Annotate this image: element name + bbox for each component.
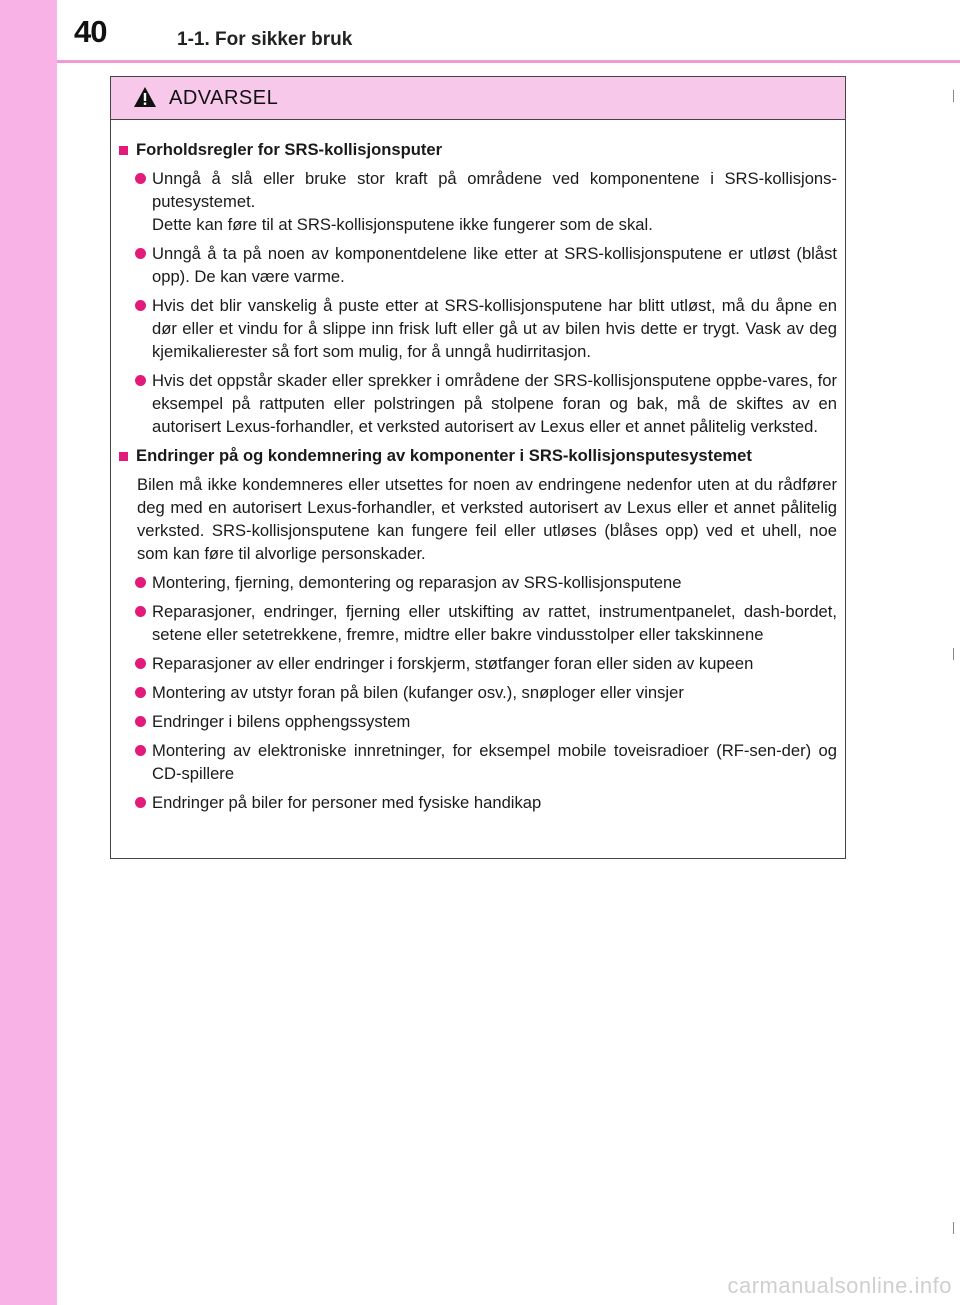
round-bullet-icon: [135, 606, 146, 617]
round-bullet-icon: [135, 173, 146, 184]
square-bullet-icon: [119, 452, 128, 461]
side-color-strip: [0, 0, 57, 1305]
list-item-text: Reparasjoner, endringer, fjerning eller utskifting av rattet, instrumentpanelet, dash-bordet, setene eller setetrekkene, fremre, midtre eller bakre vindusstolper eller takskinnene: [152, 602, 837, 644]
warning-title: ADVARSEL: [169, 87, 279, 109]
warning-header: [111, 77, 845, 120]
list-item: [135, 294, 837, 363]
list-item-text: Unngå å slå eller bruke stor kraft på områdene ved komponentene i SRS-kollisjons-putesystemet.: [152, 169, 837, 211]
round-bullet-icon: [135, 716, 146, 727]
list-item-text: Unngå å ta på noen av komponentdelene like etter at SRS-kollisjonsputene er utløst (blåst opp). De kan være varme.: [152, 244, 837, 286]
section-title: 1-1. For sikker bruk: [177, 29, 353, 50]
list-item: [135, 652, 837, 675]
list-item: [135, 571, 837, 594]
list-item: [135, 600, 837, 646]
page-header: [57, 0, 960, 62]
section-heading-text: Forholdsregler for SRS-kollisjonsputer: [136, 140, 443, 159]
round-bullet-icon: [135, 745, 146, 756]
round-bullet-icon: [135, 658, 146, 669]
list-item: [135, 167, 837, 236]
watermark-logo[interactable]: carmanualsonline.info: [727, 1273, 952, 1298]
list-item: [135, 710, 837, 733]
page-number: 40: [74, 14, 107, 49]
square-bullet-icon: [119, 146, 128, 155]
round-bullet-icon: [135, 248, 146, 259]
list-item-text: Montering av elektroniske innretninger, for eksempel mobile toveisradioer (RF-sen-der) og CD-spillere: [152, 741, 837, 783]
list-item-text: Endringer på biler for personer med fysiske handikap: [152, 793, 542, 812]
list-item: [135, 242, 837, 288]
section-intro: Bilen må ikke kondemneres eller utsettes for noen av endringene nedenfor uten at du rådfører deg med en autorisert Lexus-forhandler, et verksted autorisert av Lexus eller et annet pålitelig verksted. SRS-kollisjonsputene kan fungere feil eller utløses (blåses opp) ved et uhell, noe som kan føre til alvorlige personskader.: [137, 475, 837, 563]
round-bullet-icon: [135, 300, 146, 311]
warning-triangle-icon: [133, 86, 157, 108]
list-item-note: Dette kan føre til at SRS-kollisjonsputene ikke fungerer som de skal.: [152, 215, 653, 234]
warning-box: [110, 76, 846, 859]
list-item-text: Hvis det oppstår skader eller sprekker i områdene der SRS-kollisjonsputene oppbe-vares, for eksempel på rattputen eller polstringen på stolpene foran og bak, må de skiftes av en autorisert Lexus-forhandler, et verksted autorisert av Lexus eller et annet pålitelig verksted.: [152, 371, 837, 436]
edge-tick: [953, 648, 954, 660]
list-item-text: Endringer i bilens opphengssystem: [152, 712, 411, 731]
round-bullet-icon: [135, 687, 146, 698]
section-heading: [119, 444, 837, 467]
list-item: [135, 739, 837, 785]
edge-tick: [953, 1222, 954, 1234]
list-item-text: Hvis det blir vanskelig å puste etter at SRS-kollisjonsputene har blitt utløst, må du åpne en dør eller et vindu for å slippe inn frisk luft eller gå ut av bilen hvis dette er trygt. Vask av deg kjemikalierester så fort som mulig, for å unngå hudirritasjon.: [152, 296, 837, 361]
list-item: [135, 791, 837, 814]
list-item-text: Reparasjoner av eller endringer i forskjerm, støtfanger foran eller siden av kupeen: [152, 654, 754, 673]
round-bullet-icon: [135, 577, 146, 588]
list-item-text: Montering, fjerning, demontering og reparasjon av SRS-kollisjonsputene: [152, 573, 682, 592]
warning-body: [111, 120, 845, 814]
list-item: [135, 369, 837, 438]
list-item: [135, 681, 837, 704]
list-item-text: Montering av utstyr foran på bilen (kufanger osv.), snøploger eller vinsjer: [152, 683, 684, 702]
round-bullet-icon: [135, 797, 146, 808]
edge-tick: [953, 90, 954, 102]
round-bullet-icon: [135, 375, 146, 386]
section-heading: [119, 138, 837, 161]
header-divider: [57, 60, 960, 63]
section-heading-text: Endringer på og kondemnering av komponenter i SRS-kollisjonsputesystemet: [136, 446, 752, 465]
